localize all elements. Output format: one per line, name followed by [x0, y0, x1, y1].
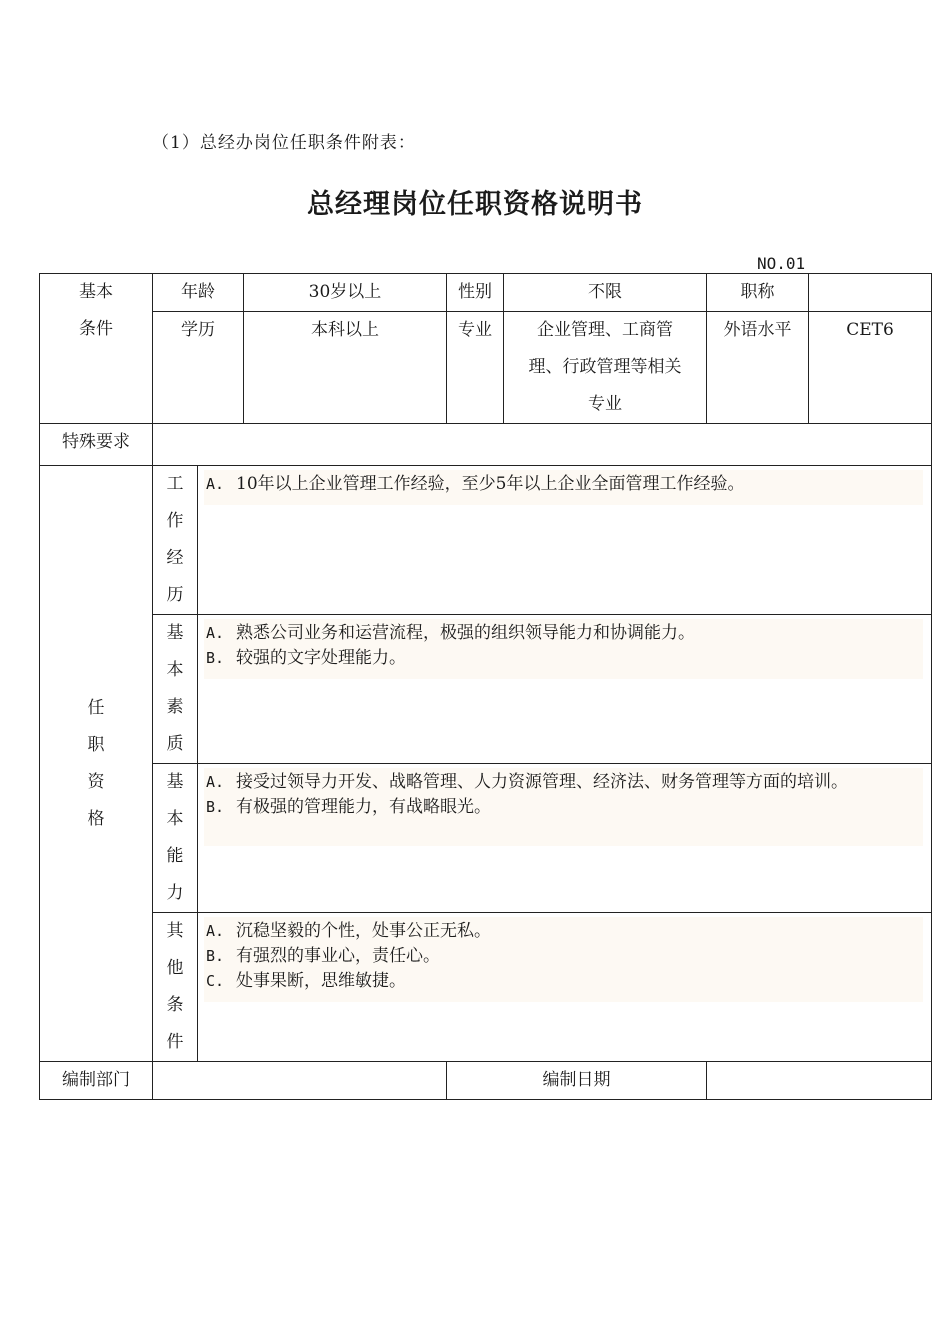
basic-abilities-label: 基 本 能 力 — [153, 764, 198, 913]
language-label: 外语水平 — [707, 312, 809, 424]
list-item: A. 接受过领导力开发、战略管理、人力资源管理、经济法、财务管理等方面的培训。 — [206, 772, 848, 792]
basic-qualities-content — [198, 615, 932, 764]
list-item: C. 处事果断，思维敏捷。 — [206, 971, 406, 991]
age-value: 30岁以上 — [244, 274, 447, 312]
language-value: CET6 — [809, 312, 932, 424]
list-item: B. 有极强的管理能力，有战略眼光。 — [206, 797, 491, 817]
list-item: B. 较强的文字处理能力。 — [206, 648, 406, 668]
list-item: A. 沉稳坚毅的个性，处事公正无私。 — [206, 921, 491, 941]
qualification-form-table — [39, 273, 932, 1100]
major-label: 专业 — [447, 312, 504, 424]
basic-conditions-label: 基本 条件 — [40, 274, 153, 424]
work-experience-label: 工 作 经 历 — [153, 466, 198, 615]
prepared-date-label: 编制日期 — [447, 1062, 707, 1100]
gender-value: 不限 — [504, 274, 707, 312]
education-value: 本科以上 — [244, 312, 447, 424]
education-label: 学历 — [153, 312, 244, 424]
prepared-dept-value — [153, 1062, 447, 1100]
list-item: B. 有强烈的事业心，责任心。 — [206, 946, 440, 966]
prepared-date-value — [707, 1062, 932, 1100]
intro-text: （1）总经办岗位任职条件附表： — [152, 133, 416, 153]
list-item: A. 熟悉公司业务和运营流程，极强的组织领导能力和协调能力。 — [206, 623, 695, 643]
other-conditions-content — [198, 913, 932, 1062]
gender-label: 性别 — [447, 274, 504, 312]
special-requirements-label: 特殊要求 — [40, 424, 153, 466]
document-title: 总经理岗位任职资格说明书 — [307, 189, 643, 220]
title-value — [809, 274, 932, 312]
basic-abilities-content — [198, 764, 932, 913]
work-experience-content — [198, 466, 932, 615]
age-label: 年龄 — [153, 274, 244, 312]
qualification-label: 任 职 资 格 — [40, 466, 153, 1062]
list-item: A. 10年以上企业管理工作经验，至少5年以上企业全面管理工作经验。 — [206, 474, 745, 494]
other-conditions-label: 其 他 条 件 — [153, 913, 198, 1062]
prepared-dept-label: 编制部门 — [40, 1062, 153, 1100]
major-value: 企业管理、工商管 理、行政管理等相关 专业 — [504, 312, 707, 424]
special-requirements-value — [153, 424, 932, 466]
title-label: 职称 — [707, 274, 809, 312]
document-number: NO.01 — [757, 254, 806, 273]
basic-qualities-label: 基 本 素 质 — [153, 615, 198, 764]
